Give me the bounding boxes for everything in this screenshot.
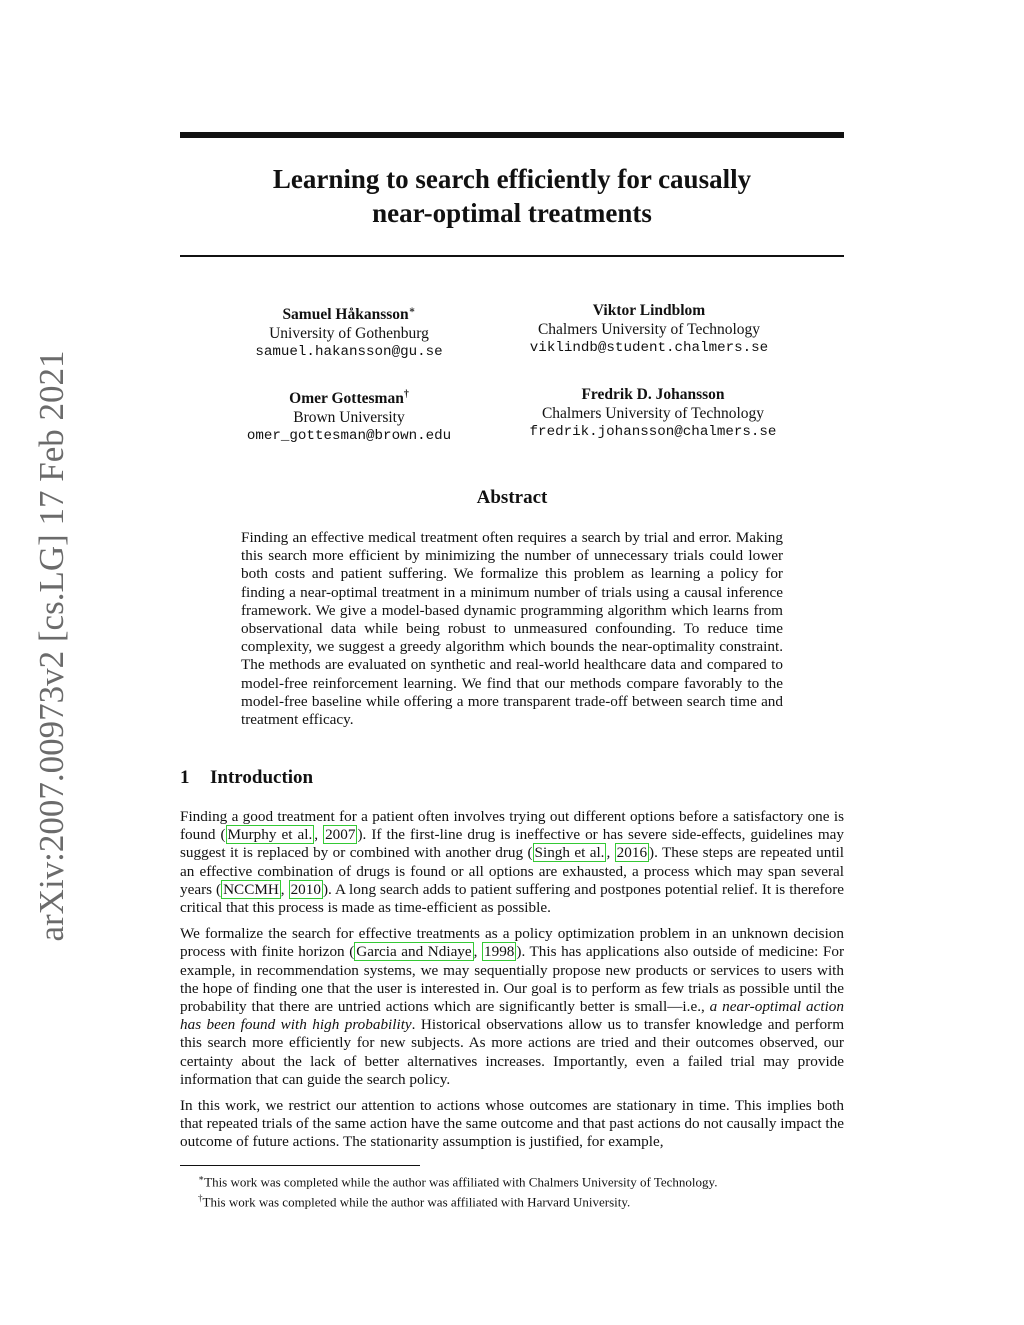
author-block [484, 301, 814, 358]
author-name: Omer Gottesman† [289, 389, 409, 408]
footnotes [198, 1170, 844, 1211]
author-block [184, 385, 514, 446]
footnote: †This work was completed while the author was affiliated with Harvard University. [198, 1193, 631, 1210]
citation-link[interactable]: 2016 [616, 844, 648, 862]
author-affiliation: University of Gothenburg [269, 325, 429, 343]
paragraph: Finding a good treatment for a patient often involves trying out different options before a satisfactory one is found ( Murphy et al. , 2007 ). If the first-line drug is ineffective or has severe side-effects, guidelines may suggest it is replaced by or combined with another drug ( Singh et al. , 2016 ). These steps are repeated until an effective combination of drugs is found or all options are exhausted, a process which may span several years ( NCCMH , 2010 ). A long search adds to patient suffering and postpones potential relief. It is therefore critical that this process is made as time-efficient as possible. [180, 808, 845, 917]
author-affiliation: Chalmers University of Technology [537, 321, 761, 338]
arxiv-identifier: arXiv:2007.00973v2 [cs.LG] 17 Feb 2021 [32, 350, 71, 942]
abstract-heading: Abstract [476, 487, 548, 508]
author-affiliation: Brown University [293, 409, 405, 427]
paragraph: We formalize the search for effective treatments as a policy optimization problem in an unknown decision process with finite horizon ( Garcia and Ndiaye , 1998 ). This has applications also outside of medicine: For example, in recommendation systems, we may sequentially propose new products or services to users with the hope of finding one that the user is interested in. Our goal is to perform as few trials as possible until the probability that there are untried actions which are significantly better is small—i.e., a near-optimal action has been found with high probability. Historical observations allow us to transfer knowledge and perform this search more efficiently for new subjects. As more actions are tried and their outcomes observed, our certainty about the lack of better alternatives increases. Importantly, even a failed trial may provide information that can guide the search policy. [180, 925, 845, 1088]
author-block [488, 385, 818, 442]
title-line-2: near-optimal treatments [372, 198, 652, 228]
author-email: fredrik.johansson@chalmers.se [529, 424, 777, 440]
footnote: ∗This work was completed while the author was affiliated with Chalmers University of Technology. [198, 1173, 718, 1190]
author-email: viklindb@student.chalmers.se [529, 340, 769, 356]
paper-title [180, 162, 844, 230]
citation-link[interactable]: 2010 [290, 880, 321, 898]
paragraph: In this work, we restrict our attention to actions whose outcomes are stationary in time. This implies both that repeated trials of the same action have the same outcome and that past actions do not causally impact the outcome of future actions. The stationarity assumption is justified, for example, [180, 1097, 844, 1151]
title-line-1: Learning to search efficiently for causally [272, 164, 752, 194]
section-number: 1 [180, 767, 190, 788]
author-name: Samuel Håkansson∗ [282, 305, 416, 324]
title-top-rule [180, 132, 844, 138]
title-bottom-rule [180, 255, 844, 257]
author-email: omer_gottesman@brown.edu [246, 428, 452, 445]
author-affiliation: Chalmers University of Technology [541, 405, 765, 422]
citation-link[interactable]: Murphy et al. [227, 826, 313, 844]
section-title: Introduction [210, 767, 314, 788]
citation-link[interactable]: Singh et al. [534, 844, 605, 862]
introduction-body [180, 808, 844, 1160]
author-name: Fredrik D. Johansson [581, 386, 725, 403]
citation-link[interactable]: NCCMH [223, 880, 279, 898]
section-heading [180, 767, 313, 789]
author-block [184, 301, 514, 362]
author-name: Viktor Lindblom [592, 302, 706, 319]
footnote-rule [180, 1165, 420, 1166]
citation-link[interactable]: Garcia and Ndiaye [356, 943, 472, 961]
emphasis: a near-optimal action has been found with high probability [180, 998, 844, 1034]
citation-link[interactable]: 1998 [484, 943, 515, 961]
citation-link[interactable]: 2007 [325, 826, 356, 844]
abstract-text: Finding an effective medical treatment often requires a search by trial and error. Making this search more efficient by minimizing the number of unnecessary trials could lower both costs and patient suffering. We formalize this problem as learning a policy for finding a near-optimal treatment in a minimum number of trials using a causal inference framework. We give a model-based dynamic programming algorithm which learns from observational data while being robust to unmeasured confounding. To reduce time complexity, we suggest a greedy algorithm which bounds the near-optimality constraint. The methods are evaluated on synthetic and real-world healthcare data and compared to model-free reinforcement learning. We find that our methods compare favorably to the model-free baseline while offering a more transparent trade-off between search time and treatment efficacy. [241, 529, 783, 729]
author-email: samuel.hakansson@gu.se [255, 344, 443, 361]
